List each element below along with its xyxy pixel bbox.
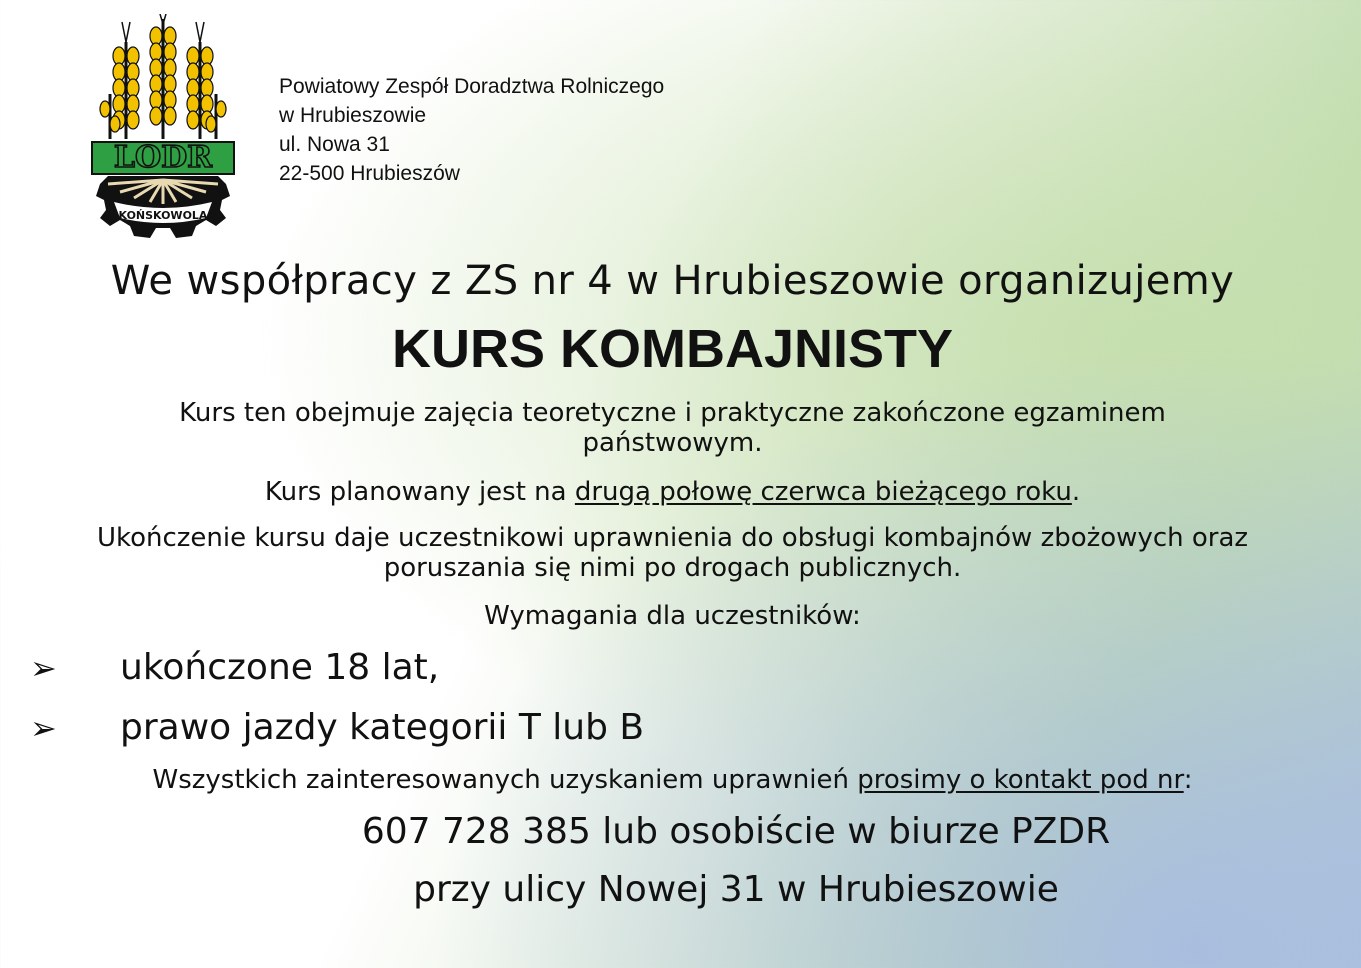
schedule-date: drugą połowę czerwca bieżącego roku [574, 477, 1072, 507]
address-line-street: ul. Nowa 31 [279, 133, 390, 156]
requirements-heading: Wymagania dla uczestników: [484, 601, 861, 631]
svg-text:LODR: LODR [113, 140, 213, 175]
requirement-text: ukończone 18 lat, [120, 647, 440, 688]
course-benefits-text: Ukończenie kursu daje uczestnikowi uprawnienia do obsługi kombajnów zbożowych oraz poruszania się nimi po drogach publicznych. [96, 523, 1249, 583]
address-line-postal: 22-500 Hrubieszów [279, 162, 460, 185]
wheat-gear-logo-icon [88, 14, 238, 246]
course-description-text: Kurs ten obejmuje zajęcia teoretyczne i praktyczne zakończone egzaminem państwowym. [179, 398, 1166, 458]
address-line-org: Powiatowy Zespół Doradztwa Rolniczego [279, 75, 665, 98]
contact-suffix: : [1183, 765, 1193, 795]
contact-prefix: Wszystkich zainteresowanych uzyskaniem uprawnień [152, 765, 858, 795]
arrow-bullet-icon: ➢ [30, 709, 57, 747]
contact-street-line: przy ulicy Nowej 31 w Hrubieszowie [413, 869, 1059, 910]
course-description [0, 398, 1345, 458]
organization-address [279, 72, 664, 188]
course-title: KURS KOMBAJNISTY [391, 319, 954, 379]
contact-invitation [0, 764, 1345, 796]
requirement-text: prawo jazdy kategorii T lub B [120, 707, 645, 748]
contact-phone-line: 607 728 385 lub osobiście w biurze PZDR [361, 811, 1111, 852]
course-benefits [0, 523, 1345, 583]
lodr-logo [88, 14, 238, 246]
contact-request: prosimy o kontakt pod nr [857, 765, 1184, 795]
svg-text:KOŃSKOWOLA: KOŃSKOWOLA [118, 209, 208, 222]
address-line-city: w Hrubieszowie [279, 104, 427, 127]
arrow-bullet-icon: ➢ [30, 649, 57, 687]
schedule-suffix: . [1071, 477, 1081, 507]
course-schedule [0, 477, 1345, 507]
schedule-prefix: Kurs planowany jest na [264, 477, 575, 507]
intro-heading: We współpracy z ZS nr 4 w Hrubieszowie organizujemy [110, 258, 1235, 304]
